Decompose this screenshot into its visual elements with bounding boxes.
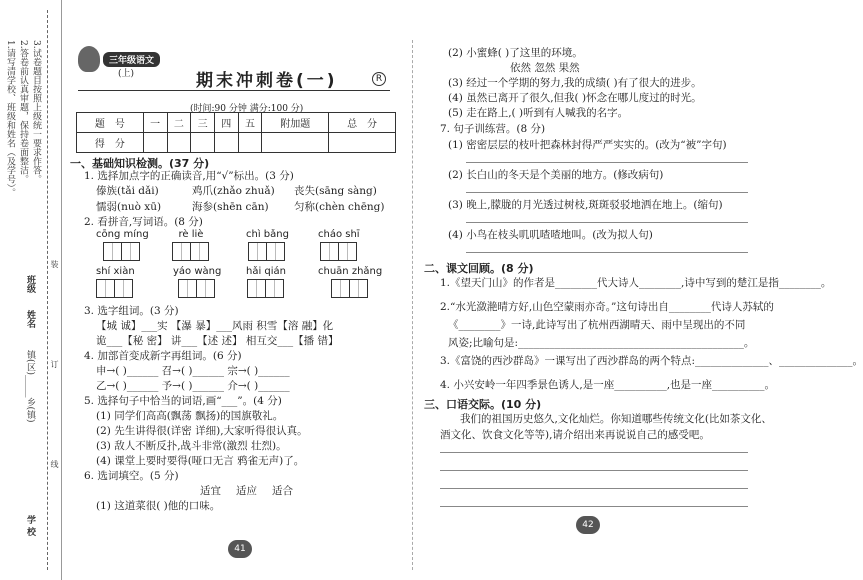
page-title: 期末冲刺卷(一) [196,71,338,91]
question-3: 3. 选字组词。(3 分) [84,305,179,317]
grade-badge: 三年级语文 [103,52,160,67]
pinyin-item [173,229,209,261]
answer-line[interactable] [440,506,748,507]
score-header-cell: 总 分 [329,113,396,133]
pinyin-label: chuān zhǎng [318,266,383,277]
q3-row: 诡___【秘 密】 讲___【述 述】 相互交___【播 错】 [96,335,339,347]
binding-margin [0,0,62,580]
writing-grid[interactable] [179,279,215,298]
score-header-cell: 三 [191,113,215,133]
answer-line[interactable] [440,488,748,489]
page-number-left: 41 [228,540,252,558]
town-field-label: 镇(区)_____乡(镇) [25,350,35,423]
instruction-2: 2.答卷前认真审题，保持卷面整洁。 [18,40,28,184]
binding-char-2: 订 [50,360,59,368]
pinyin-item [318,229,360,261]
score-header-cell: 四 [214,113,238,133]
score-table [76,112,396,153]
q7-item: (3) 晚上,朦胧的月光透过树枝,斑斑驳驳地洒在地上。(缩句) [448,199,723,211]
student-mascot-icon [78,46,100,72]
pinyin-item [173,266,221,298]
writing-grid[interactable] [249,242,285,261]
registered-mark-icon: R [372,72,386,86]
score-header-cell: 五 [238,113,262,133]
binding-char-1: 装 [50,260,59,268]
instruction-3: 3.试卷题目按照上级统一要求作答。 [31,40,41,184]
q5-item: (1) 同学们高高(飘荡 飘扬)的国旗敬礼。 [96,410,284,422]
score-cell[interactable] [238,133,262,153]
q6-word: 适合 [272,485,293,497]
score-cell[interactable] [262,133,329,153]
writing-grid[interactable] [321,242,357,261]
q6-word: 适应 [236,485,257,497]
pinyin-item [246,266,286,298]
q7-item: (4) 小鸟在枝头叽叽喳喳地叫。(改为拟人句) [448,229,653,241]
q6-word: 适宜 [200,485,221,497]
page-divider [412,40,413,570]
section-3-heading: 三、口语交际。(10 分) [424,398,542,411]
score-value-row [77,133,396,153]
q6-item: (1) 这道菜很( )他的口味。 [96,500,221,512]
answer-line[interactable] [466,252,748,253]
pinyin-label: hǎi qián [246,266,287,277]
q1-option: 傣族(tǎi dǎi) [96,185,159,197]
pinyin-label: rè liè [178,229,204,240]
pinyin-label: cōng míng [96,229,149,240]
answer-line[interactable] [440,452,748,453]
name-field-label: 姓名 [25,310,35,328]
s2-item: 风姿;比喻句是:___________________________________________。 [448,337,755,349]
score-cell[interactable] [167,133,191,153]
s2-item: 《________》一诗,此诗写出了杭州西湖晴天、雨中呈现出的不同 [448,319,746,331]
s2-item: 3.《富饶的西沙群岛》一课写出了西沙群岛的两个特点:______________、______________。 [440,355,863,367]
q5-item: (3) 敌人不断反扑,战斗非常(激烈 壮烈)。 [96,440,287,452]
q4-row: 乙→( )______ 予→( )______ 介→( )______ [96,380,290,392]
exam-meta: (时间:90 分钟 满分:100 分) [190,104,304,114]
q7-item: (2) 长白山的冬天是个美丽的地方。(修改病句) [448,169,664,181]
q1-option: 匀称(chèn chēng) [294,201,385,213]
pinyin-item [318,266,382,298]
s2-item: 4. 小兴安岭一年四季景色诱人,是一座__________,也是一座__________。 [440,379,776,391]
header-rule [78,90,390,91]
writing-grid[interactable] [248,279,284,298]
q1-option: 海参(shēn cān) [192,201,269,213]
pinyin-label: yáo wàng [173,266,222,277]
section-2-heading: 二、课文回顾。(8 分) [424,262,534,275]
answer-line[interactable] [440,470,748,471]
score-header-cell: 题 号 [77,113,144,133]
score-header-cell: 一 [143,113,167,133]
answer-line[interactable] [466,192,748,193]
q6-item: (2) 小蜜蜂( )了这里的环境。 [448,47,583,59]
q7-item: (1) 密密层层的枝叶把森林封得严严实实的。(改为“被”字句) [448,139,727,151]
pinyin-label: chì bǎng [246,229,289,240]
q1-option: 懦弱(nuò xū) [96,201,162,213]
score-cell[interactable] [191,133,215,153]
s2-item: 2.“水光潋滟晴方好,山色空蒙雨亦奇。”这句诗出自________代诗人苏轼的 [440,301,774,313]
score-row-label: 得 分 [77,133,144,153]
score-header-cell: 二 [167,113,191,133]
q6-item: (3) 经过一个学期的努力,我的成绩( )有了很大的进步。 [448,77,702,89]
pinyin-label: shí xiàn [96,266,135,277]
q5-item: (4) 课堂上要时要得(哑口无言 鸦雀无声)了。 [96,455,305,467]
pinyin-item [246,229,289,261]
pinyin-item [96,266,135,298]
q1-option: 鸡爪(zhǎo zhuǎ) [192,185,275,197]
instruction-1: 1.请写清学校、班级和姓名（及学号）。 [5,40,15,198]
answer-line[interactable] [466,162,748,163]
pinyin-label: cháo shī [318,229,360,240]
class-field-label: 班级 [25,275,35,293]
q3-row: 【城 诚】___实 【瀑 暴】___风雨 积雪【溶 融】化 [96,320,334,332]
score-cell[interactable] [214,133,238,153]
answer-line[interactable] [466,222,748,223]
question-1: 1. 选择加点字的正确读音,用“√”标出。(3 分) [84,170,294,182]
question-7: 7. 句子训练营。(8 分) [440,123,546,135]
writing-grid[interactable] [173,242,209,261]
question-4: 4. 加部首变成新字再组词。(6 分) [84,350,242,362]
question-2: 2. 看拼音,写词语。(8 分) [84,216,203,228]
volume-label: (上) [118,69,135,79]
q1-option: 丧失(sāng sàng) [294,185,377,197]
s2-item: 1.《望天门山》的作者是________代大诗人________,诗中写到的楚江是指________。 [440,277,832,289]
binding-line [47,10,48,570]
s3-text: 我们的祖国历史悠久,文化灿烂。你知道哪些传统文化(比如茶文化、 [460,413,772,425]
q4-row: 申→( )______ 召→( )______ 宗→( )______ [96,365,290,377]
writing-grid[interactable] [332,279,368,298]
page-number-right: 42 [576,516,600,534]
question-5: 5. 选择句子中恰当的词语,画“___”。(4 分) [84,395,282,407]
binding-char-3: 线 [50,460,59,468]
pinyin-item [96,229,149,261]
q6-item: (5) 走在路上,( )听到有人喊我的名字。 [448,107,629,119]
score-header-row [77,113,396,133]
writing-grid[interactable] [104,242,140,261]
section-1-heading: 一、基础知识检测。(37 分) [70,157,210,170]
q5-item: (2) 先生讲得很(详密 详细),大家听得很认真。 [96,425,308,437]
score-cell[interactable] [329,133,396,153]
question-6: 6. 选词填空。(5 分) [84,470,179,482]
school-field-label: 学 校 [25,515,35,537]
q6-item: (4) 虽然已离开了很久,但我( )怀念在哪儿度过的时光。 [448,92,702,104]
score-header-cell: 附加题 [262,113,329,133]
score-cell[interactable] [143,133,167,153]
q6-word-group: 依然 忽然 果然 [510,62,580,74]
s3-text: 酒文化、饮食文化等等),请介绍出来再说说自己的感受吧。 [440,429,710,441]
writing-grid[interactable] [97,279,133,298]
